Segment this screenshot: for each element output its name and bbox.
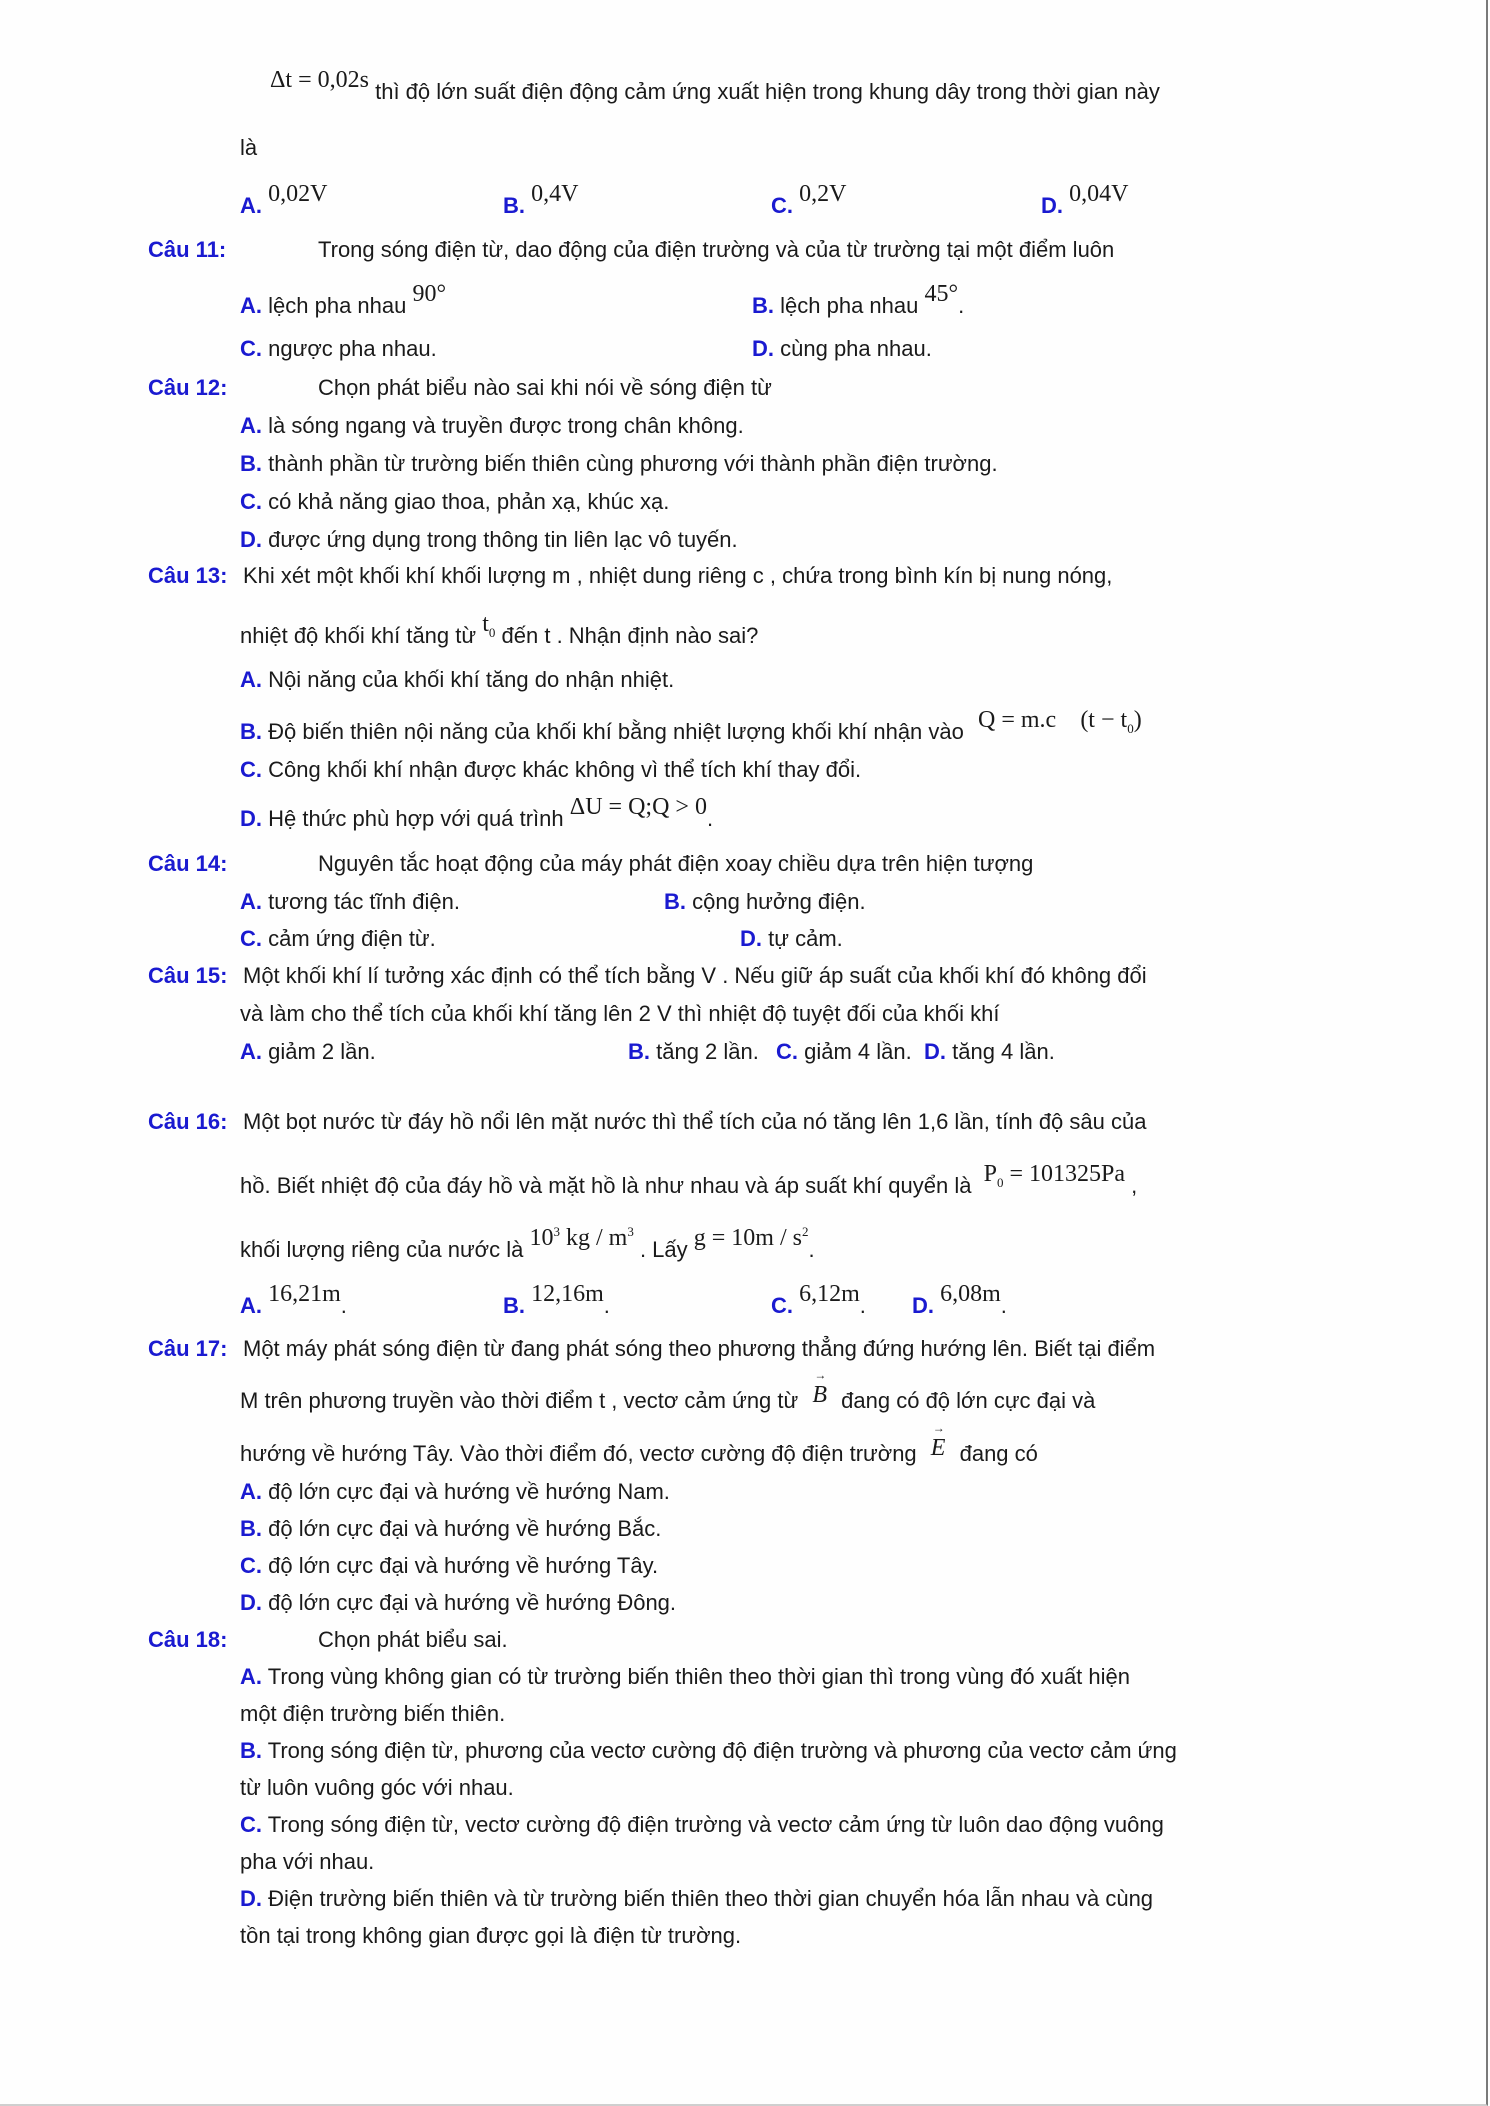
q17-option-a[interactable]: A. độ lớn cực đại và hướng về hướng Nam. bbox=[240, 1479, 670, 1504]
q18-option-b-cont: từ luôn vuông góc với nhau. bbox=[240, 1775, 514, 1800]
q15-text2: và làm cho thể tích của khối khí tăng lên 2 V thì nhiệt độ tuyệt đối của khối khí bbox=[240, 1001, 1000, 1026]
q17-option-b[interactable]: B. độ lớn cực đại và hướng về hướng Bắc. bbox=[240, 1516, 662, 1541]
q14-text: Nguyên tắc hoạt động của máy phát điện xoay chiều dựa trên hiện tượng bbox=[318, 851, 1034, 876]
q13-option-c[interactable]: C. Công khối khí nhận được khác không vì thể tích khí thay đổi. bbox=[240, 757, 862, 782]
q13-option-b[interactable]: B. Độ biến thiên nội năng của khối khí bằng nhiệt lượng khối khí nhận vào Q = m.c $(t - t_0)$ bbox=[240, 707, 1142, 744]
q10-option-c[interactable]: C. 0,2V bbox=[771, 181, 847, 218]
q15-option-c[interactable]: C. giảm 4 lần. bbox=[776, 1039, 912, 1064]
q10-stem bbox=[270, 67, 1160, 106]
q16-text2: hồ. Biết nhiệt độ của đáy hồ và mặt hồ là như nhau và áp suất khí quyển là $P_0 = 101325Pa$ , bbox=[240, 1161, 1138, 1198]
q14-option-a[interactable]: A. tương tác tĩnh điện. bbox=[240, 889, 460, 914]
q17-text3: hướng về hướng Tây. Vào thời điểm đó, vectơ cường độ điện trường → E đang có bbox=[240, 1440, 1038, 1468]
q11-option-c[interactable]: C. ngược pha nhau. bbox=[240, 336, 437, 361]
q17-text2: M trên phương truyền vào thời điểm t , vectơ cảm ứng từ → B đang có độ lớn cực đại và bbox=[240, 1387, 1095, 1415]
q17-text: Một máy phát sóng điện từ đang phát sóng theo phương thẳng đứng hướng lên. Biết tại điểm bbox=[243, 1336, 1156, 1361]
q17-option-d[interactable]: D. độ lớn cực đại và hướng về hướng Đông. bbox=[240, 1590, 677, 1615]
q17-option-c[interactable]: C. độ lớn cực đại và hướng về hướng Tây. bbox=[240, 1553, 659, 1578]
q18-text: Chọn phát biểu sai. bbox=[318, 1627, 508, 1652]
q18-option-d-cont: tồn tại trong không gian được gọi là điện từ trường. bbox=[240, 1923, 742, 1948]
q11-option-a[interactable]: A. lệch pha nhau 90° bbox=[240, 281, 447, 318]
q18-option-b[interactable]: B. Trong sóng điện từ, phương của vectơ cường độ điện trường và phương của vectơ cảm ứng bbox=[240, 1738, 1177, 1763]
q15-option-d[interactable]: D. tăng 4 lần. bbox=[924, 1039, 1055, 1064]
q15-text: Một khối khí lí tưởng xác định có thể tích bằng V . Nếu giữ áp suất của khối khí đó không đổi bbox=[243, 963, 1147, 988]
q16-text: Một bọt nước từ đáy hồ nổi lên mặt nước thì thể tích của nó tăng lên 1,6 lần, tính độ sâu của bbox=[243, 1109, 1147, 1134]
q18-option-a[interactable]: A. Trong vùng không gian có từ trường biến thiên theo thời gian thì trong vùng đó xuất hiện bbox=[240, 1664, 1130, 1689]
q13-option-d[interactable]: D. Hệ thức phù hợp với quá trình ΔU = Q;Q > 0. bbox=[240, 794, 714, 831]
q14-option-d[interactable]: D. tự cảm. bbox=[740, 926, 843, 951]
q16-option-b[interactable]: B. 12,16m. bbox=[503, 1281, 610, 1318]
q18-option-d[interactable]: D. Điện trường biến thiên và từ trường biến thiên theo thời gian chuyển hóa lẫn nhau và cùng bbox=[240, 1886, 1154, 1911]
q10-option-a[interactable]: A. 0,02V bbox=[240, 181, 328, 218]
q16-text3: khối lượng riêng của nước là $10^3$ kg / $m^3$ . Lấy $g = 10m / s^2$. bbox=[240, 1224, 815, 1262]
q16-label: Câu 16: bbox=[148, 1109, 228, 1134]
q10-option-b[interactable]: B. 0,4V bbox=[503, 181, 579, 218]
q16-option-d[interactable]: D. 6,08m. bbox=[912, 1281, 1007, 1318]
q11-text: Trong sóng điện từ, dao động của điện trường và của từ trường tại một điểm luôn bbox=[318, 237, 1115, 262]
q15-option-a[interactable]: A. giảm 2 lần. bbox=[240, 1039, 376, 1064]
q12-label: Câu 12: bbox=[148, 375, 228, 400]
q12-text: Chọn phát biểu nào sai khi nói về sóng điện từ bbox=[318, 375, 772, 400]
vector-e: → E bbox=[931, 1434, 946, 1462]
q13-label: Câu 13: bbox=[148, 563, 228, 588]
q12-option-b[interactable]: B. thành phần từ trường biến thiên cùng phương với thành phần điện trường. bbox=[240, 451, 998, 476]
q13-option-a[interactable]: A. Nội năng của khối khí tăng do nhận nhiệt. bbox=[240, 667, 675, 692]
q10-text: thì độ lớn suất điện động cảm ứng xuất hiện trong khung dây trong thời gian này bbox=[375, 79, 1160, 104]
q15-option-b[interactable]: B. tăng 2 lần. bbox=[628, 1039, 759, 1064]
q14-label: Câu 14: bbox=[148, 851, 228, 876]
q13-text2: nhiệt độ khối khí tăng từ $t_0$ đến t . Nhận định nào sai? bbox=[240, 611, 759, 648]
q12-option-c[interactable]: C. có khả năng giao thoa, phản xạ, khúc xạ. bbox=[240, 489, 670, 514]
q17-label: Câu 17: bbox=[148, 1336, 228, 1361]
q15-label: Câu 15: bbox=[148, 963, 228, 988]
q12-option-a[interactable]: A. là sóng ngang và truyền được trong chân không. bbox=[240, 413, 744, 438]
q18-option-c[interactable]: C. Trong sóng điện từ, vectơ cường độ điện trường và vectơ cảm ứng từ luôn dao động vuông bbox=[240, 1812, 1164, 1837]
q13-t0: $t_0$ bbox=[482, 611, 496, 640]
q11-option-b[interactable]: B. lệch pha nhau 45°. bbox=[752, 281, 965, 318]
q16-option-a[interactable]: A. 16,21m. bbox=[240, 1281, 347, 1318]
q10-option-d[interactable]: D. 0,04V bbox=[1041, 181, 1129, 218]
q10-formula: Δt = 0,02s bbox=[270, 67, 369, 93]
q11-option-d[interactable]: D. cùng pha nhau. bbox=[752, 336, 932, 361]
q11-label: Câu 11: bbox=[148, 237, 227, 262]
q12-option-d[interactable]: D. được ứng dụng trong thông tin liên lạc vô tuyến. bbox=[240, 527, 738, 552]
q18-option-a-cont: một điện trường biến thiên. bbox=[240, 1701, 506, 1726]
q13-text: Khi xét một khối khí khối lượng m , nhiệt dung riêng c , chứa trong bình kín bị nung nóng, bbox=[243, 563, 1113, 588]
q18-option-c-cont: pha với nhau. bbox=[240, 1849, 375, 1874]
q18-label: Câu 18: bbox=[148, 1627, 228, 1652]
q10-text2: là bbox=[240, 135, 258, 160]
vector-b: → B bbox=[812, 1381, 827, 1409]
q16-option-c[interactable]: C. 6,12m. bbox=[771, 1281, 866, 1318]
q14-option-b[interactable]: B. cộng hưởng điện. bbox=[664, 889, 866, 914]
q14-option-c[interactable]: C. cảm ứng điện từ. bbox=[240, 926, 436, 951]
